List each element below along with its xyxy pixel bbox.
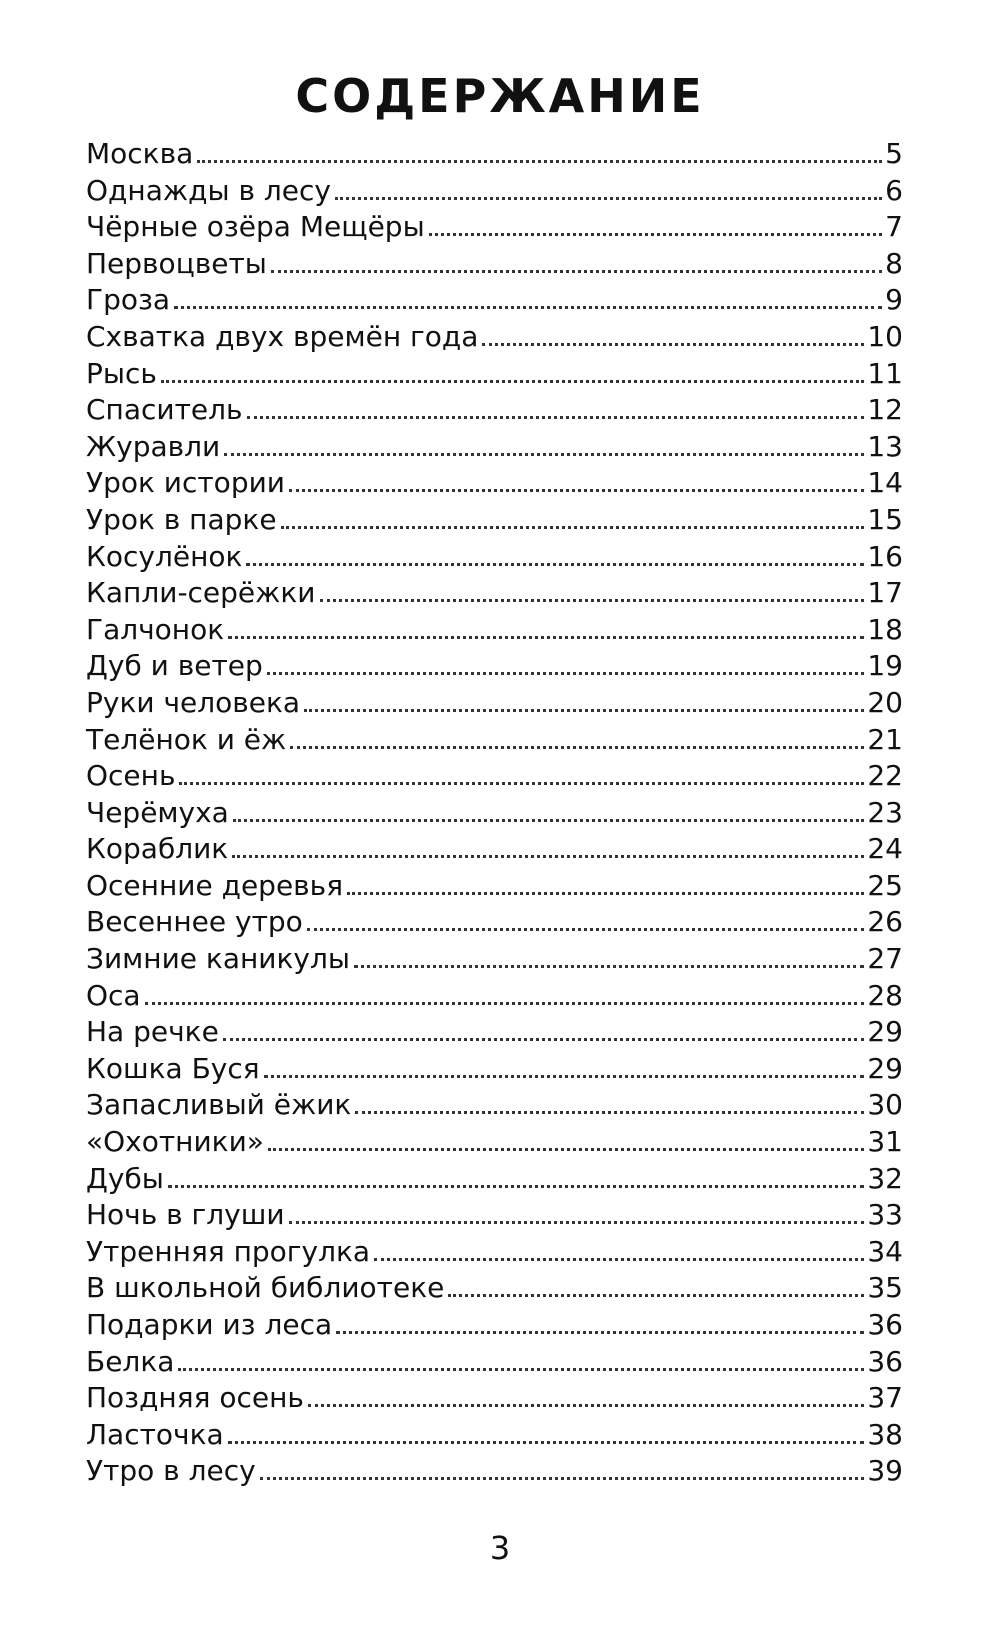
toc-entry-title: Капли-серёжки: [86, 576, 316, 610]
toc-entry: [86, 575, 903, 612]
toc-entry-title: Запасливый ёжик: [86, 1088, 352, 1122]
toc-entry-title: Подарки из леса: [86, 1308, 333, 1341]
toc-entry-page: 16: [867, 539, 903, 573]
toc-entry-page: 37: [867, 1381, 903, 1415]
toc-entry-page: 19: [867, 649, 903, 683]
toc-entry: [86, 465, 903, 502]
toc-entry-page: 24: [867, 832, 903, 866]
toc-entry: [86, 1234, 903, 1271]
toc-entry-page: 12: [867, 393, 903, 427]
toc-entry-page: 31: [867, 1125, 903, 1159]
dot-leader: [271, 270, 882, 273]
toc-entry-title: Журавли: [86, 429, 221, 463]
toc-entry-title: Спаситель: [86, 393, 243, 427]
toc-entry-title: Телёнок и ёж: [86, 722, 287, 756]
toc-entry-page: 29: [867, 1015, 903, 1049]
toc-entry: [86, 246, 903, 283]
toc-entry-title: Схватка двух времён года: [86, 319, 479, 353]
toc-entry: [86, 648, 903, 685]
toc-entry-page: 38: [867, 1417, 903, 1451]
dot-leader: [429, 233, 882, 236]
toc-entry-title: Однажды в лесу: [86, 173, 331, 207]
toc-entry-title: В школьной библиотеке: [86, 1271, 445, 1305]
toc-entry: [86, 1307, 903, 1344]
toc-entry-page: 25: [867, 868, 903, 902]
dot-leader: [228, 1441, 865, 1444]
toc-entry: [86, 831, 903, 868]
dot-leader: [304, 709, 864, 712]
toc-entry-title: Оса: [86, 978, 141, 1012]
dot-leader: [355, 1111, 864, 1114]
toc-entry: [86, 502, 903, 539]
toc-entry-title: Галчонок: [86, 612, 225, 646]
dot-leader: [320, 599, 865, 602]
toc-entry: [86, 868, 903, 905]
dot-leader: [335, 197, 882, 200]
toc-entry: [86, 722, 903, 759]
toc-entry-page: 6: [885, 173, 903, 207]
toc-entry: [86, 1270, 903, 1307]
toc-entry-title: Зимние каникулы: [86, 942, 350, 976]
toc-entry-page: 5: [885, 137, 903, 170]
dot-leader: [247, 416, 865, 419]
toc-entry-title: Утро в лесу: [86, 1454, 256, 1488]
dot-leader: [482, 343, 864, 346]
toc-entry-page: 21: [867, 722, 903, 756]
toc-entry: [86, 1051, 903, 1088]
dot-leader: [448, 1294, 864, 1297]
toc-entry: [86, 904, 903, 941]
toc-entry-page: 23: [867, 795, 903, 829]
toc-entry-title: На речке: [86, 1015, 219, 1049]
dot-leader: [308, 1404, 864, 1407]
dot-leader: [289, 1221, 865, 1224]
toc-entry: [86, 282, 903, 319]
toc-entry-page: 22: [867, 759, 903, 793]
toc-entry-title: Поздняя осень: [86, 1381, 304, 1415]
toc-entry-title: Весеннее утро: [86, 905, 303, 939]
toc-entry: [86, 1124, 903, 1161]
toc-entry: [86, 795, 903, 832]
toc-entry-title: Урок в парке: [86, 502, 277, 536]
toc-entry: [86, 758, 903, 795]
dot-leader: [223, 1038, 865, 1041]
dot-leader: [224, 453, 864, 456]
toc-entry-title: Осень: [86, 759, 176, 793]
toc-entry-page: 15: [867, 502, 903, 536]
dot-leader: [178, 1368, 864, 1371]
toc-entry: [86, 941, 903, 978]
dot-leader: [307, 928, 865, 931]
toc-entry-title: Ночь в глуши: [86, 1198, 285, 1232]
dot-leader: [145, 1002, 865, 1005]
toc-entry-title: Ласточка: [86, 1417, 224, 1451]
toc-entry-page: 11: [867, 356, 903, 390]
toc-entry: [86, 1380, 903, 1417]
toc-entry-title: Кошка Буся: [86, 1051, 260, 1085]
toc-entry-page: 13: [867, 429, 903, 463]
toc-entry-page: 17: [867, 576, 903, 610]
toc-entry-page: 32: [867, 1161, 903, 1195]
toc-entry-page: 28: [867, 978, 903, 1012]
toc-entry-title: «Охотники»: [86, 1125, 264, 1159]
toc-entry: [86, 685, 903, 722]
toc-entry-page: 36: [867, 1308, 903, 1341]
dot-leader: [281, 526, 865, 529]
dot-leader: [264, 1075, 865, 1078]
toc-entry-page: 29: [867, 1051, 903, 1085]
toc-entry-title: Черёмуха: [86, 795, 229, 829]
toc-entry-title: Москва: [86, 137, 194, 170]
page-number: 3: [489, 1529, 511, 1567]
dot-leader: [161, 380, 864, 383]
toc-entry-page: 7: [885, 210, 903, 244]
dot-leader: [246, 563, 864, 566]
toc-entry: [86, 978, 903, 1015]
toc-entry-title: Косулёнок: [86, 539, 243, 573]
dot-leader: [232, 855, 864, 858]
toc-entry-page: 34: [867, 1234, 903, 1268]
dot-leader: [168, 1185, 865, 1188]
toc-entry-page: 30: [867, 1088, 903, 1122]
dot-leader: [260, 1477, 865, 1480]
toc-entry: [86, 1197, 903, 1234]
toc-entry-page: 36: [867, 1344, 903, 1378]
toc-entry: [86, 173, 903, 210]
toc-entry-page: 39: [867, 1454, 903, 1488]
toc-entry: [86, 429, 903, 466]
toc-entry-title: Рысь: [86, 356, 157, 390]
toc-entry: [86, 319, 903, 356]
toc-entry-page: 8: [885, 246, 903, 280]
toc-entry: [86, 1014, 903, 1051]
toc-entry: [86, 612, 903, 649]
toc-entry: [86, 209, 903, 246]
dot-leader: [233, 819, 865, 822]
toc-entry-title: Кораблик: [86, 832, 229, 866]
toc-entry: [86, 1344, 903, 1381]
dot-leader: [197, 160, 882, 163]
toc-entry: [86, 392, 903, 429]
toc-entry-title: Утренняя прогулка: [86, 1234, 371, 1268]
toc-entry-page: 26: [867, 905, 903, 939]
toc-entry-title: Первоцветы: [86, 246, 267, 280]
toc-entry-title: Дуб и ветер: [86, 649, 263, 683]
toc-entry-title: Урок истории: [86, 466, 285, 500]
dot-leader: [336, 1331, 864, 1334]
dot-leader: [290, 746, 864, 749]
toc-entry-title: Руки человека: [86, 685, 301, 719]
toc-entry-page: 35: [867, 1271, 903, 1305]
dot-leader: [347, 892, 864, 895]
toc-entry: [86, 1087, 903, 1124]
toc-entry-title: Осенние деревья: [86, 868, 344, 902]
toc-entry-page: 20: [867, 685, 903, 719]
toc-entry: [86, 136, 903, 173]
dot-leader: [374, 1258, 864, 1261]
table-of-contents: [86, 136, 903, 1490]
dot-leader: [267, 672, 865, 675]
dot-leader: [174, 306, 882, 309]
dot-leader: [289, 489, 864, 492]
toc-entry: [86, 1161, 903, 1198]
dot-leader: [228, 636, 864, 639]
toc-entry: [86, 356, 903, 393]
toc-entry: [86, 1453, 903, 1490]
toc-entry-page: 10: [867, 319, 903, 353]
toc-entry-title: Гроза: [86, 283, 171, 317]
toc-entry: [86, 1417, 903, 1454]
dot-leader: [179, 782, 864, 785]
dot-leader: [268, 1148, 864, 1151]
toc-entry: [86, 539, 903, 576]
page-title: СОДЕРЖАНИЕ: [295, 69, 705, 123]
toc-entry-title: Белка: [86, 1344, 175, 1378]
toc-entry-page: 18: [867, 612, 903, 646]
toc-entry-page: 14: [867, 466, 903, 500]
toc-entry-page: 27: [867, 942, 903, 976]
toc-entry-page: 33: [867, 1198, 903, 1232]
toc-entry-page: 9: [885, 283, 903, 317]
toc-entry-title: Дубы: [86, 1161, 164, 1195]
dot-leader: [354, 965, 864, 968]
toc-entry-title: Чёрные озёра Мещёры: [86, 210, 425, 244]
